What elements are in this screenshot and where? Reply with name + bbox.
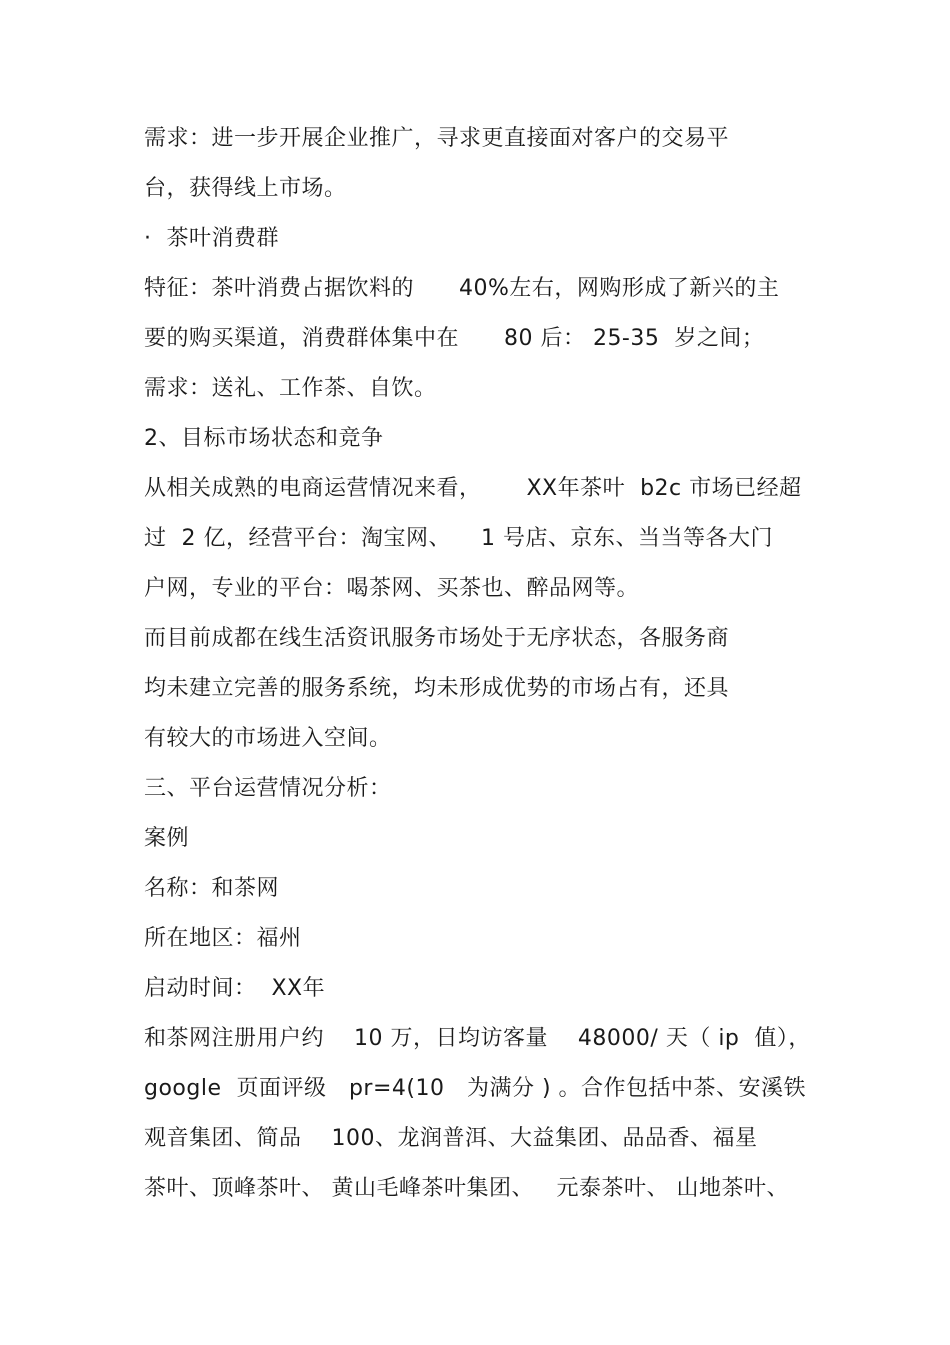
text-line: 过 2 亿，经营平台：淘宝网、 1 号店、京东、当当等各大门	[144, 526, 773, 551]
text-line: 从相关成熟的电商运营情况来看， XX年茶叶 b2c 市场已经超	[144, 476, 802, 501]
text-line: 特征：茶叶消费占据饮料的 40%左右，网购形成了新兴的主	[144, 276, 780, 301]
section-heading: 三、平台运营情况分析：	[144, 776, 392, 801]
text-line: 观音集团、简品 100、龙润普洱、大益集团、品品香、福星	[144, 1126, 758, 1151]
text-line: 茶叶、顶峰茶叶、 黄山毛峰茶叶集团、 元泰茶叶、 山地茶叶、	[144, 1176, 789, 1201]
text-line: 需求：送礼、工作茶、自饮。	[144, 376, 437, 401]
text-line: 所在地区：福州	[144, 926, 302, 951]
bullet-heading: · 茶叶消费群	[144, 226, 279, 251]
text-line: 而目前成都在线生活资讯服务市场处于无序状态，各服务商	[144, 626, 730, 651]
text-line: 名称：和茶网	[144, 876, 280, 901]
text-line: 案例	[144, 826, 190, 851]
text-line: 要的购买渠道，消费群体集中在 80 后： 25-35 岁之间；	[144, 326, 765, 351]
text-line: 均未建立完善的服务系统，均未形成优势的市场占有，还具	[144, 676, 730, 701]
text-line: 和茶网注册用户约 10 万，日均访客量 48000/ 天（ ip 值），	[144, 1026, 811, 1051]
text-line: 有较大的市场进入空间。	[144, 726, 392, 751]
text-line: 户网，专业的平台：喝茶网、买茶也、醉品网等。	[144, 576, 640, 601]
section-heading: 2、目标市场状态和竞争	[144, 426, 384, 451]
text-line: 需求：进一步开展企业推广，寻求更直接面对客户的交易平	[144, 126, 730, 151]
text-line: 台，获得线上市场。	[144, 176, 347, 201]
text-line: 启动时间： XX年	[144, 976, 326, 1001]
text-line: google 页面评级 pr=4(10 为满分 ) 。合作包括中茶、安溪铁	[144, 1076, 807, 1101]
